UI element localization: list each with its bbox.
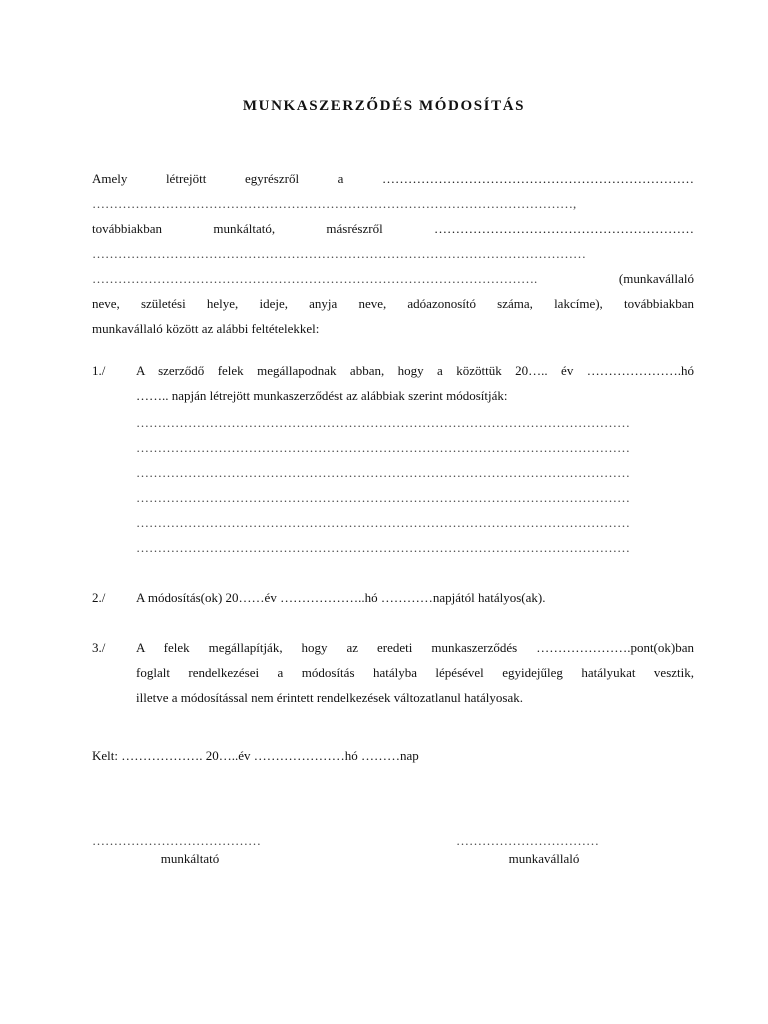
section-1-number: 1./: [92, 363, 106, 378]
employee-signature-line: ……………………………: [456, 833, 599, 848]
section-3-number: 3./: [92, 640, 106, 655]
intro-line-5-dots: ………………………………………………………………………………………….: [92, 271, 538, 286]
intro-line-1: Amely létrejött egyrészről a ………………………………………………………………: [92, 171, 694, 186]
section-1-dotted-line: ……………………………………………………………………………………………………: [136, 415, 630, 430]
employee-signature-label: munkavállaló: [508, 851, 580, 866]
intro-line-4: ……………………………………………………………………………………………………: [92, 246, 586, 261]
intro-line-2: …………………………………………………………………………………………………,: [92, 196, 577, 211]
section-3-line-1: A felek megállapítják, hogy az eredeti munkaszerződés ………………….pont(ok)ban: [136, 640, 694, 655]
intro-line-7: munkavállaló között az alábbi feltételekkel:: [92, 321, 320, 336]
section-1-dotted-line: ……………………………………………………………………………………………………: [136, 440, 630, 455]
section-1-dotted-line: ……………………………………………………………………………………………………: [136, 515, 630, 530]
section-1-line-1: A szerződő felek megállapodnak abban, hogy a közöttük 20….. év ………………….hó: [136, 363, 694, 378]
section-2-number: 2./: [92, 590, 106, 605]
section-3-line-2: foglalt rendelkezései a módosítás hatályba lépésével egyidejűleg hatályukat vesztik,: [136, 665, 694, 680]
section-2-text: A módosítás(ok) 20……év ………………..hó …………napjától hatályos(ak).: [136, 590, 546, 605]
document-title: MUNKASZERZŐDÉS MÓDOSÍTÁS: [242, 98, 526, 114]
intro-line-6: neve, születési helye, ideje, anyja neve, adóazonosító száma, lakcíme), továbbiakban: [92, 296, 694, 311]
employer-signature-line: …………………………………: [92, 833, 261, 848]
employer-signature-label: munkáltató: [160, 851, 220, 866]
section-3-line-3: illetve a módosítással nem érintett rendelkezések változatlanul hatályosak.: [136, 690, 523, 705]
intro-line-5: [92, 270, 694, 287]
section-1-dotted-line: ……………………………………………………………………………………………………: [136, 490, 630, 505]
section-1-line-2: …….. napján létrejött munkaszerződést az alábbiak szerint módosítják:: [136, 388, 508, 403]
section-1-dotted-line: ……………………………………………………………………………………………………: [136, 465, 630, 480]
intro-line-5-text: (munkavállaló: [615, 270, 694, 287]
section-1-dotted-line: ……………………………………………………………………………………………………: [136, 540, 630, 555]
date-place-line: Kelt: ………………. 20…..év …………………hó ………nap: [92, 748, 419, 763]
intro-line-3: továbbiakban munkáltató, másrészről ……………………………………………………: [92, 221, 694, 236]
